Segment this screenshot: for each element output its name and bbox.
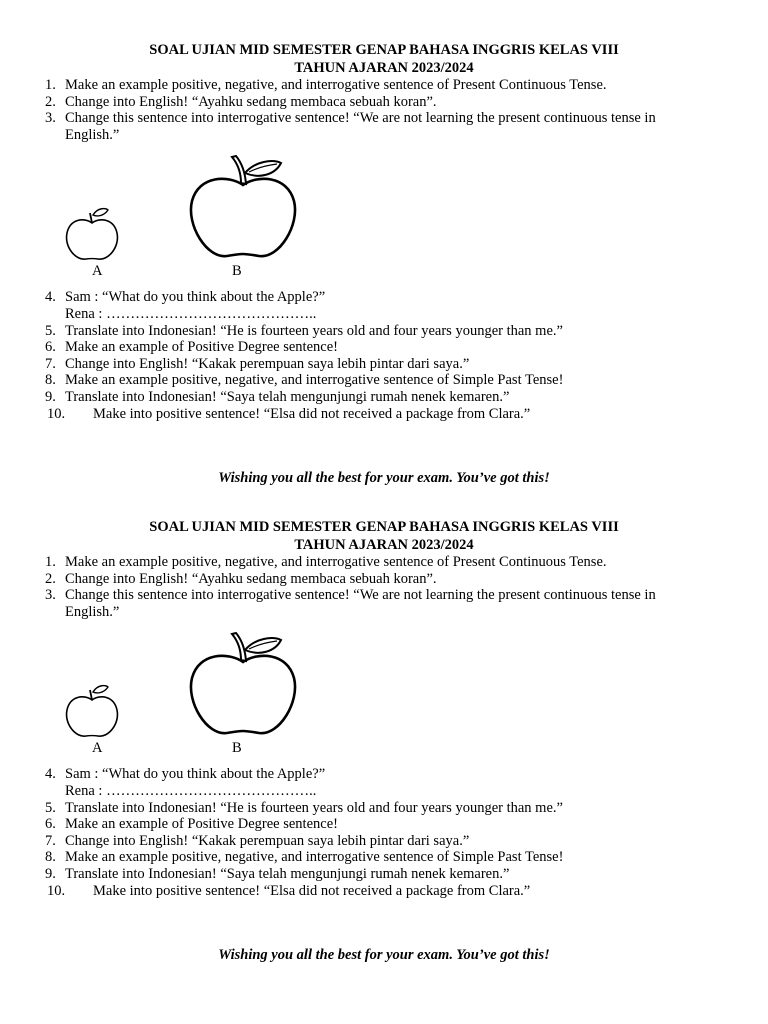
question-number: 7.: [45, 832, 56, 849]
question-8: [0, 372, 768, 389]
question-6: [0, 339, 768, 356]
question-number: 2.: [45, 93, 56, 110]
question-number: 8.: [45, 849, 56, 866]
question-text: Change into English! “Kakak perempuan saya lebih pintar dari saya.”: [65, 355, 470, 372]
exam-title-line-2: TAHUN AJARAN 2023/2024: [294, 537, 474, 553]
apple-icon: [62, 680, 122, 740]
question-text: Translate into Indonesian! “Saya telah mengunjungi rumah nenek kemaren.”: [65, 388, 510, 405]
question-text: Change this sentence into interrogative sentence! “We are not learning the present continuous tense in English.”: [65, 110, 656, 143]
image-label-b: B: [232, 740, 242, 757]
question-number: 1.: [45, 554, 56, 570]
question-text: Change into English! “Ayahku sedang membaca sebuah koran”.: [65, 570, 437, 587]
question-text: Make into positive sentence! “Elsa did not received a package from Clara.”: [93, 405, 531, 422]
question-3: [0, 110, 768, 143]
exam-sheet-2: [0, 518, 768, 899]
question-number: 9.: [45, 865, 56, 882]
question-list-part-1: [0, 554, 768, 620]
question-4: [0, 766, 768, 799]
question-text: Change into English! “Ayahku sedang membaca sebuah koran”.: [65, 93, 437, 110]
question-list-part-2: [0, 289, 768, 422]
question-9: [0, 866, 768, 883]
question-4: [0, 289, 768, 322]
image-label-a: A: [92, 263, 103, 280]
question-9: [0, 389, 768, 406]
closing-message: Wishing you all the best for your exam. You’ve got this!: [218, 470, 550, 486]
question-number: 6.: [45, 339, 56, 356]
question-5: [0, 800, 768, 817]
question-number: 5.: [45, 799, 56, 816]
question-text: Translate into Indonesian! “He is fourteen years old and four years younger than me.”: [65, 322, 563, 339]
question-text: Make an example positive, negative, and interrogative sentence of Simple Past Tense!: [65, 372, 564, 389]
question-5: [0, 323, 768, 340]
question-1: [0, 554, 768, 571]
question-4-line-2: Rena : ……………………………………..: [65, 305, 317, 322]
apple-icon: [185, 632, 301, 740]
question-text: Make an example positive, negative, and interrogative sentence of Simple Past Tense!: [65, 849, 564, 866]
exam-title-line-1: SOAL UJIAN MID SEMESTER GENAP BAHASA INGGRIS KELAS VIII: [149, 519, 619, 535]
question-2: [0, 571, 768, 588]
question-7: [0, 356, 768, 373]
question-number: 4.: [45, 289, 56, 306]
apple-images: [0, 143, 768, 289]
question-text: Make an example positive, negative, and interrogative sentence of Present Continuous Tense.: [65, 77, 607, 93]
apple-images: [0, 620, 768, 766]
exam-title: [0, 41, 768, 77]
exam-title-line-1: SOAL UJIAN MID SEMESTER GENAP BAHASA INGGRIS KELAS VIII: [149, 42, 619, 58]
question-text: Make an example positive, negative, and interrogative sentence of Present Continuous Tense.: [65, 554, 607, 570]
question-4-line-1: Sam : “What do you think about the Apple?”: [65, 289, 326, 306]
question-list-part-2: [0, 766, 768, 899]
question-text: Make into positive sentence! “Elsa did not received a package from Clara.”: [93, 882, 531, 899]
image-label-b: B: [232, 263, 242, 280]
question-number: 3.: [45, 587, 56, 604]
question-10: [0, 406, 768, 423]
closing-message: Wishing you all the best for your exam. You’ve got this!: [218, 947, 550, 963]
question-text: Translate into Indonesian! “He is fourteen years old and four years younger than me.”: [65, 799, 563, 816]
question-number: 6.: [45, 816, 56, 833]
question-number: 7.: [45, 355, 56, 372]
apple-icon: [62, 203, 122, 263]
question-number: 9.: [45, 388, 56, 405]
apple-icon: [185, 155, 301, 263]
question-text: Make an example of Positive Degree sentence!: [65, 816, 338, 833]
question-1: [0, 77, 768, 94]
exam-sheet-1: [0, 41, 768, 422]
image-label-a: A: [92, 740, 103, 757]
question-6: [0, 816, 768, 833]
question-number: 1.: [45, 77, 56, 93]
question-number: 5.: [45, 322, 56, 339]
question-3: [0, 587, 768, 620]
question-list-part-1: [0, 77, 768, 143]
question-4-line-1: Sam : “What do you think about the Apple?”: [65, 766, 326, 783]
exam-title-line-2: TAHUN AJARAN 2023/2024: [294, 60, 474, 76]
question-7: [0, 833, 768, 850]
question-number: 3.: [45, 110, 56, 127]
question-8: [0, 849, 768, 866]
question-number: 4.: [45, 766, 56, 783]
question-number: 2.: [45, 570, 56, 587]
question-text: Change into English! “Kakak perempuan saya lebih pintar dari saya.”: [65, 832, 470, 849]
question-number: 10.: [47, 405, 66, 422]
exam-title: [0, 518, 768, 554]
question-number: 10.: [47, 882, 66, 899]
question-2: [0, 94, 768, 111]
question-4-line-2: Rena : ……………………………………..: [65, 782, 317, 799]
question-text: Translate into Indonesian! “Saya telah mengunjungi rumah nenek kemaren.”: [65, 865, 510, 882]
question-number: 8.: [45, 372, 56, 389]
question-text: Change this sentence into interrogative sentence! “We are not learning the present continuous tense in English.”: [65, 587, 656, 620]
question-text: Make an example of Positive Degree sentence!: [65, 339, 338, 356]
question-10: [0, 883, 768, 900]
